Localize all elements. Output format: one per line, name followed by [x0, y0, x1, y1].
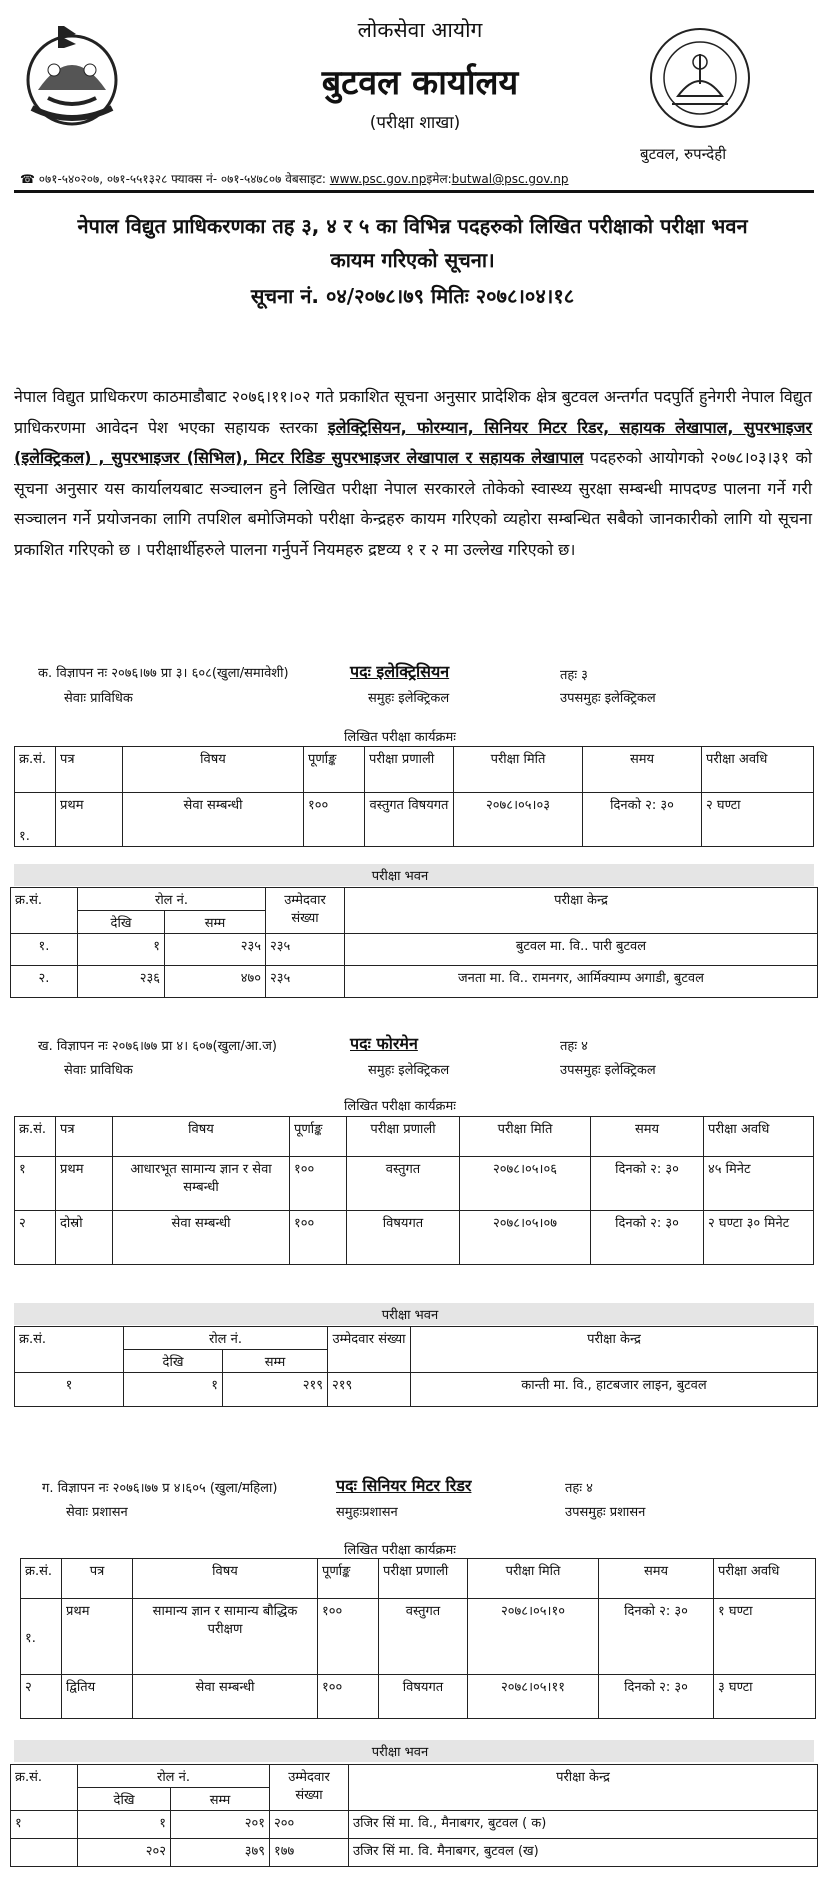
cell-from: १: [78, 934, 165, 966]
cell-sn: १: [15, 1157, 56, 1211]
table-row: [21, 1599, 816, 1675]
col-date: परीक्षा मिति: [468, 1559, 599, 1599]
cell-count: २३५: [266, 934, 345, 966]
table-row: [11, 966, 818, 998]
post-name: पदः इलेक्ट्रिसियन: [350, 662, 450, 681]
col-subject: विषय: [113, 1117, 290, 1157]
cell-system: विषयगत: [347, 1211, 460, 1265]
cell-count: २३५: [266, 966, 345, 998]
section-ga-subgroup: उपसमुहः प्रशासन: [565, 1505, 646, 1520]
hall-table-ka: [10, 887, 818, 998]
cell-subject: सामान्य ज्ञान र सामान्य बौद्धिक परीक्षण: [133, 1599, 318, 1675]
cell-to: ३७९: [171, 1839, 270, 1867]
schedule-table-ga: [20, 1558, 816, 1719]
cell-sn: [11, 1839, 78, 1867]
section-ga-ad: [42, 1478, 277, 1496]
col-system: परीक्षा प्रणाली: [365, 747, 454, 793]
cell-duration: ३ घण्टा: [714, 1675, 816, 1719]
cell-system: वस्तुगत विषयगत: [365, 793, 454, 847]
cell-time: दिनको २: ३०: [591, 1157, 704, 1211]
header-divider: [14, 190, 814, 193]
col-candidates: उम्मेदवार संख्या: [270, 1765, 349, 1811]
table-header-row: [21, 1559, 816, 1599]
section-kha-subgroup: उपसमुहः इलेक्ट्रिकल: [560, 1063, 656, 1078]
section-ga-level: तहः ४: [565, 1481, 593, 1496]
cell-sn: १.: [15, 793, 56, 847]
nepal-government-emblem-icon: [18, 20, 126, 128]
cell-sn: १: [11, 1811, 78, 1839]
col-duration: परीक्षा अवधि: [704, 1117, 814, 1157]
cell-paper: प्रथम: [56, 793, 123, 847]
cell-marks: १००: [318, 1675, 379, 1719]
cell-count: २००: [270, 1811, 349, 1839]
col-sn: क्र.सं.: [21, 1559, 62, 1599]
cell-marks: १००: [304, 793, 365, 847]
col-center: परीक्षा केन्द्र: [411, 1327, 818, 1373]
col-time: समय: [599, 1559, 714, 1599]
cell-paper: प्रथम: [62, 1599, 133, 1675]
cell-system: वस्तुगत: [347, 1157, 460, 1211]
cell-to: २१९: [223, 1373, 328, 1407]
section-kha-service: सेवाः प्राविधिक: [64, 1063, 133, 1078]
section-kha-post: [350, 1032, 418, 1054]
col-time: समय: [583, 747, 702, 793]
col-duration: परीक्षा अवधि: [702, 747, 814, 793]
cell-date: २०७८।०५।०३: [454, 793, 583, 847]
written-schedule-caption: लिखित परीक्षा कार्यक्रमः: [344, 730, 456, 745]
schedule-table-kha: [14, 1116, 814, 1265]
section-ka-subgroup: उपसमुहः इलेक्ट्रिकल: [560, 691, 656, 706]
body-text-start: नेपाल विद्युत प्राधिकरण काठमाडौबाट २०७६।११।०२ गते प्रकाशित सूचना अनुसार प्रादेशिक क्षेत्र बुटवल अन्तर्गत पदपुर्ति हुनेगरी नेपाल विद्युत प्राधिकरणमा आवेदन पेश भएका सहायक स्तरका: [14, 387, 812, 437]
contact-line: [20, 170, 820, 187]
section-kha-level: तहः ४: [560, 1039, 588, 1054]
col-center: परीक्षा केन्द्र: [345, 888, 818, 934]
cell-from: २३६: [78, 966, 165, 998]
section-letter: ख.: [38, 1039, 53, 1054]
cell-time: दिनको २: ३०: [599, 1675, 714, 1719]
col-date: परीक्षा मिति: [460, 1117, 591, 1157]
hall-header-row: [11, 1765, 818, 1788]
cell-from: २०२: [78, 1839, 171, 1867]
col-from: देखि: [78, 1788, 171, 1811]
cell-to: ४७०: [165, 966, 266, 998]
table-header-row: [15, 747, 814, 793]
cell-duration: १ घण्टा: [714, 1599, 816, 1675]
col-roll: रोल नं.: [78, 888, 266, 911]
body-posts: इलेक्ट्रिसियन, फोरम्यान, सिनियर मिटर रिडर, सहायक लेखापाल, सुपरभाइजर (इलेक्ट्रिकल) , सुपरभाइजर (सिभिल), मिटर रिडिङ सुपरभाइजर लेखापाल र सहायक लेखापाल: [14, 417, 812, 467]
section-ga-post: [336, 1474, 471, 1496]
table-row: [15, 1157, 814, 1211]
hall-header-row: [15, 1327, 818, 1350]
col-sn: क्र.सं.: [11, 888, 78, 934]
cell-count: २१९: [328, 1373, 411, 1407]
col-sn: क्र.सं.: [15, 1117, 56, 1157]
cell-sn: १.: [11, 934, 78, 966]
cell-sn: २: [15, 1211, 56, 1265]
section-ka-ad: [38, 663, 289, 681]
cell-center: कान्ती मा. वि., हाटबजार लाइन, बुटवल: [411, 1373, 818, 1407]
public-service-commission-seal-icon: [648, 26, 752, 130]
cell-center: उजिर सिं मा. वि. मैनाबगर, बुटवल (ख): [349, 1839, 818, 1867]
col-paper: पत्र: [56, 747, 123, 793]
col-marks: पूर्णाङ्क: [290, 1117, 347, 1157]
table-row: [11, 934, 818, 966]
exam-hall-caption: परीक्षा भवन: [371, 1745, 429, 1760]
table-row: [15, 1211, 814, 1265]
col-to: सम्म: [165, 911, 266, 934]
cell-time: दिनको २: ३०: [599, 1599, 714, 1675]
cell-subject: सेवा सम्बन्धी: [123, 793, 304, 847]
col-marks: पूर्णाङ्क: [304, 747, 365, 793]
hall-table-ga: [10, 1764, 818, 1867]
cell-paper: दोस्रो: [56, 1211, 113, 1265]
cell-center: जनता मा. वि.. रामनगर, आर्मिक्याम्प अगाडी, बुटवल: [345, 966, 818, 998]
col-sn: क्र.सं.: [11, 1765, 78, 1811]
cell-from: १: [124, 1373, 223, 1407]
col-sn: क्र.सं.: [15, 747, 56, 793]
hall-table-kha: [14, 1326, 818, 1407]
col-from: देखि: [78, 911, 165, 934]
section-kha-group: समुहः इलेक्ट्रिकल: [368, 1063, 450, 1078]
section-ka-service: सेवाः प्राविधिक: [64, 691, 133, 706]
col-time: समय: [591, 1117, 704, 1157]
advertisement-number: विज्ञापन नः २०७६।७७ प्रा ३। ६०८(खुला/समावेशी): [56, 666, 289, 681]
col-subject: विषय: [123, 747, 304, 793]
section-letter: क.: [38, 666, 53, 681]
table-row: [15, 793, 814, 847]
section-letter: ग.: [42, 1481, 54, 1496]
email-link[interactable]: butwal@psc.gov.np: [451, 172, 569, 186]
cell-date: २०७८।०५।११: [468, 1675, 599, 1719]
col-roll: रोल नं.: [78, 1765, 270, 1788]
cell-date: २०७८।०५।१०: [468, 1599, 599, 1675]
cell-subject: सेवा सम्बन्धी: [113, 1211, 290, 1265]
cell-center: उजिर सिं मा. वि., मैनाबगर, बुटवल ( क): [349, 1811, 818, 1839]
cell-time: दिनको २: ३०: [583, 793, 702, 847]
cell-to: २३५: [165, 934, 266, 966]
col-subject: विषय: [133, 1559, 318, 1599]
col-date: परीक्षा मिति: [454, 747, 583, 793]
written-schedule-caption: लिखित परीक्षा कार्यक्रमः: [344, 1099, 456, 1114]
col-paper: पत्र: [62, 1559, 133, 1599]
col-roll: रोल नं.: [124, 1327, 328, 1350]
cell-marks: १००: [290, 1157, 347, 1211]
written-schedule-caption: लिखित परीक्षा कार्यक्रमः: [344, 1543, 456, 1558]
cell-from: १: [78, 1811, 171, 1839]
advertisement-number: विज्ञापन नः २०७६।७७ प्रा ४। ६०७(खुला/आ.ज): [56, 1039, 277, 1054]
notice-title-line2: कायम गरिएको सूचना।: [330, 248, 495, 272]
cell-to: २०१: [171, 1811, 270, 1839]
cell-sn: १.: [21, 1599, 62, 1675]
office-location: बुटवल, रुपन्देही: [640, 145, 727, 163]
cell-marks: १००: [318, 1599, 379, 1675]
col-to: सम्म: [223, 1350, 328, 1373]
col-marks: पूर्णाङ्क: [318, 1559, 379, 1599]
cell-sn: २.: [11, 966, 78, 998]
section-ga-group: समुहःप्रशासन: [336, 1505, 398, 1520]
schedule-table-ka: [14, 746, 814, 847]
cell-date: २०७८।०५।०६: [460, 1157, 591, 1211]
col-from: देखि: [124, 1350, 223, 1373]
email-label: इमेल:: [426, 172, 452, 186]
post-name: पदः फोरमेन: [350, 1034, 418, 1053]
col-candidates: उम्मेदवार संख्या: [328, 1327, 411, 1373]
cell-count: १७७: [270, 1839, 349, 1867]
cell-duration: ४५ मिनेट: [704, 1157, 814, 1211]
table-row: [15, 1373, 818, 1407]
notice-title-line1: नेपाल विद्युत प्राधिकरणका तह ३, ४ र ५ का विभिन्न पदहरुको लिखित परीक्षाको परीक्षा भवन: [77, 214, 748, 238]
letterhead: [0, 0, 825, 190]
notice-number: सूचना नं. ०४/२०७८।७९ मितिः २०७८।०४।१८: [250, 284, 575, 308]
section-ka-post: [350, 660, 449, 682]
cell-subject: सेवा सम्बन्धी: [133, 1675, 318, 1719]
col-paper: पत्र: [56, 1117, 113, 1157]
office-name: बुटवल कार्यालय: [321, 63, 519, 103]
col-candidates: उम्मेदवार संख्या: [266, 888, 345, 934]
section-ka-level: तहः ३: [560, 668, 588, 683]
body-text-end: पदहरुको आयोगको २०७८।०३।३१ को सूचना अनुसार यस कार्यालयबाट सञ्चालन हुने लिखित परीक्षा नेपाल सरकारले तोकेको स्वास्थ्य सुरक्षा सम्बन्धी मापदण्ड पालना गर्ने गरी सञ्चालन गर्ने प्रयोजनका लागि तपशिल बमोजिमको परीक्षा केन्द्रहरु कायम गरिएको व्यहोरा सम्बन्धित सबैको जानकारीको लागि यो सूचना प्रकाशित गरिएको छ । परीक्षार्थीहरुले पालना गर्नुपर्ने नियमहरु द्रष्टव्य १ र २ मा उल्लेख गरिएको छ।: [14, 448, 812, 559]
post-name: पदः सिनियर मिटर रिडर: [336, 1476, 472, 1495]
branch-name: (परीक्षा शाखा): [369, 113, 461, 133]
contact-phone: ☎ ०७१-५४०२०७, ०७१-५५१३२८ फ्याक्स नं- ०७१-५४७८०७ वेबसाइट:: [20, 172, 326, 186]
cell-center: बुटवल मा. वि.. पारी बुटवल: [345, 934, 818, 966]
col-system: परीक्षा प्रणाली: [347, 1117, 460, 1157]
cell-duration: २ घण्टा ३० मिनेट: [704, 1211, 814, 1265]
table-row: [11, 1839, 818, 1867]
hall-header-row: [11, 888, 818, 911]
col-system: परीक्षा प्रणाली: [379, 1559, 468, 1599]
cell-subject: आधारभूत सामान्य ज्ञान र सेवा सम्बन्धी: [113, 1157, 290, 1211]
cell-marks: १००: [290, 1211, 347, 1265]
section-kha-ad: [38, 1036, 277, 1054]
advertisement-number: विज्ञापन नः २०७६।७७ प्र ४।६०५ (खुला/महिला): [57, 1481, 278, 1496]
cell-time: दिनको २: ३०: [591, 1211, 704, 1265]
col-duration: परीक्षा अवधि: [714, 1559, 816, 1599]
exam-hall-caption: परीक्षा भवन: [371, 869, 429, 884]
section-ka-group: समुहः इलेक्ट्रिकल: [368, 691, 450, 706]
exam-hall-caption: परीक्षा भवन: [381, 1308, 439, 1323]
table-header-row: [15, 1117, 814, 1157]
cell-date: २०७८।०५।०७: [460, 1211, 591, 1265]
website-link[interactable]: www.psc.gov.np: [329, 172, 427, 186]
col-to: सम्म: [171, 1788, 270, 1811]
cell-duration: २ घण्टा: [702, 793, 814, 847]
cell-paper: प्रथम: [56, 1157, 113, 1211]
org-name: लोकसेवा आयोग: [357, 18, 483, 42]
table-row: [11, 1811, 818, 1839]
table-row: [21, 1675, 816, 1719]
cell-sn: १: [15, 1373, 124, 1407]
cell-sn: २: [21, 1675, 62, 1719]
cell-system: वस्तुगत: [379, 1599, 468, 1675]
cell-paper: द्वितिय: [62, 1675, 133, 1719]
notice-body: [14, 382, 812, 565]
col-center: परीक्षा केन्द्र: [349, 1765, 818, 1811]
cell-system: विषयगत: [379, 1675, 468, 1719]
section-ga-service: सेवाः प्रशासन: [66, 1505, 128, 1520]
col-sn: क्र.सं.: [15, 1327, 124, 1373]
